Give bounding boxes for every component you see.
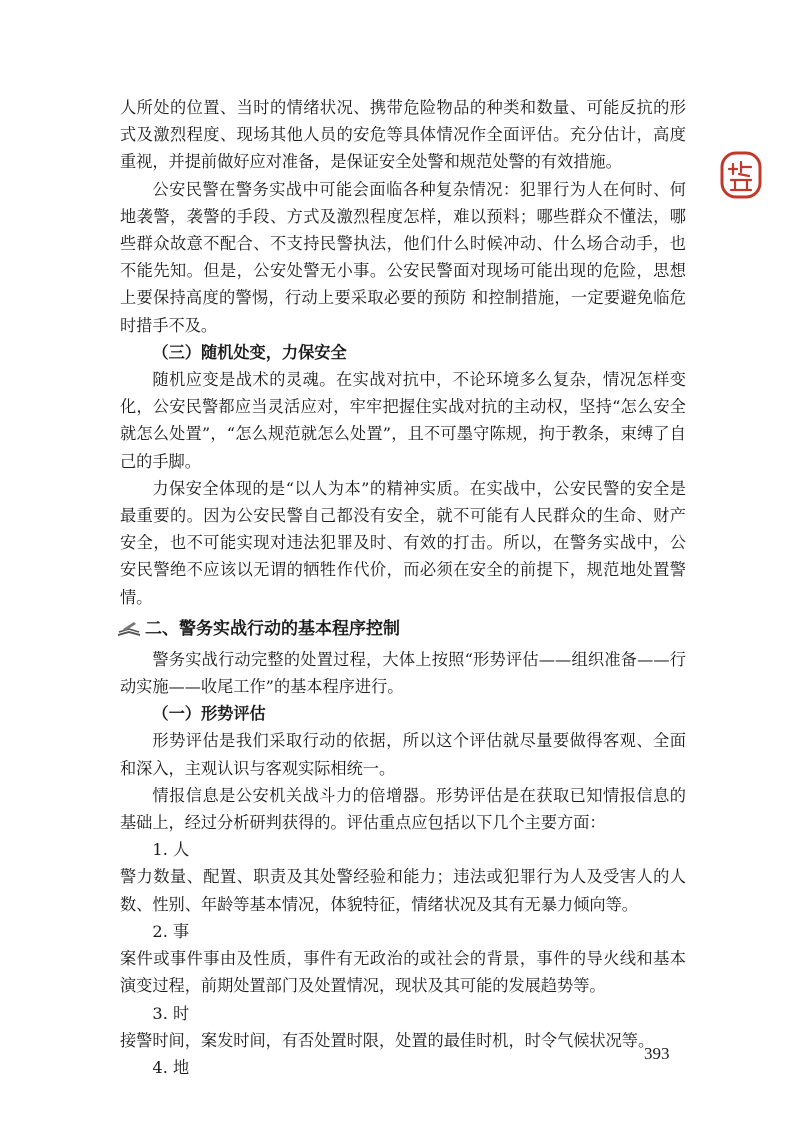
paragraph: 力保安全体现的是“以人为本”的精神实质。在实战中，公安民警的安全是最重要的。因为公安民警自己都没有安全，就不可能有人民群众的生命、财产安全，也不可能实现对违法犯罪及时、有效的打击。所以，在警务实战中，公安民警绝不应该以无谓的牺牲作代价，而必须在安全的前提下，规范地处置警情。 (120, 478, 686, 607)
paragraph: 人所处的位置、当时的情绪状况、携带危险物品的种类和数量、可能反抗的形式及激烈程度、现场其他人员的安危等具体情况作全面评估。充分估计，高度重视，并提前做好应对准备，是保证安全处警和规范处警的有效措施。 (120, 98, 686, 172)
list-item-desc: 接警时间，案发时间，有否处置时限，处置的最佳时机，时令气候状况等。 (120, 1030, 655, 1050)
paragraph: 警务实战行动完整的处置过程，大体上按照“形势评估——组织准备——行动实施——收尾工作”的基本程序进行。 (120, 649, 686, 697)
subheading: （三）随机处变，力保安全 (152, 342, 347, 362)
seal-stamp-icon (719, 150, 763, 200)
paragraph: 随机应变是战术的灵魂。在实战对抗中，不论环境多么复杂，情况怎样变化，公安民警都应当灵活应对，牢牢把握住实战对抗的主动权，坚持“怎么安全就怎么处置”，“怎么规范就怎么处置”，且不可墨守陈规，拘于教条，束缚了自己的手脚。 (120, 370, 686, 471)
list-item-label: 3. 时 (152, 1003, 190, 1023)
list-item-desc: 案件或事件事由及性质，事件有无政治的或社会的背景，事件的导火线和基本演变过程，前期处置部门及处置情况，现状及其可能的发展趋势等。 (120, 949, 686, 996)
book-pen-icon (116, 620, 142, 638)
paragraph: 情报信息是公安机关战斗力的倍增器。形势评估是在获取已知情报信息的基础上，经过分析研判获得的。评估重点应包括以下几个主要方面： (120, 785, 686, 833)
list-item-label: 4. 地 (152, 1057, 190, 1077)
list-item-label: 2. 事 (152, 921, 190, 941)
subheading: （一）形势评估 (152, 704, 266, 724)
list-item-desc: 警力数量、配置、职责及其处警经验和能力；违法或犯罪行为人及受害人的人数、性别、年龄等基本情况，体貌特征，情绪状况及其有无暴力倾向等。 (120, 867, 686, 914)
paragraph: 形势评估是我们采取行动的依据，所以这个评估就尽量要做得客观、全面和深入，主观认识与客观实际相统一。 (120, 731, 686, 778)
paragraph: 公安民警在警务实战中可能会面临各种复杂情况：犯罪行为人在何时、何地袭警，袭警的手段、方式及激烈程度怎样，难以预料；哪些群众不懂法，哪些群众故意不配合、不支持民警执法，他们什么时候冲动、什么场合动手，也不能先知。但是，公安处警无小事。公安民警面对现场可能出现的危险，思想上要保持高度的警惕，行动上要采取必要的预防 和控制措施，一定要避免临危时措手不及。 (120, 179, 686, 335)
body-text (120, 94, 686, 1081)
section-heading (116, 615, 686, 643)
list-item-label: 1. 人 (152, 840, 190, 860)
page-number: 393 (644, 1044, 670, 1063)
section-title: 二、警务实战行动的基本程序控制 (145, 618, 400, 639)
